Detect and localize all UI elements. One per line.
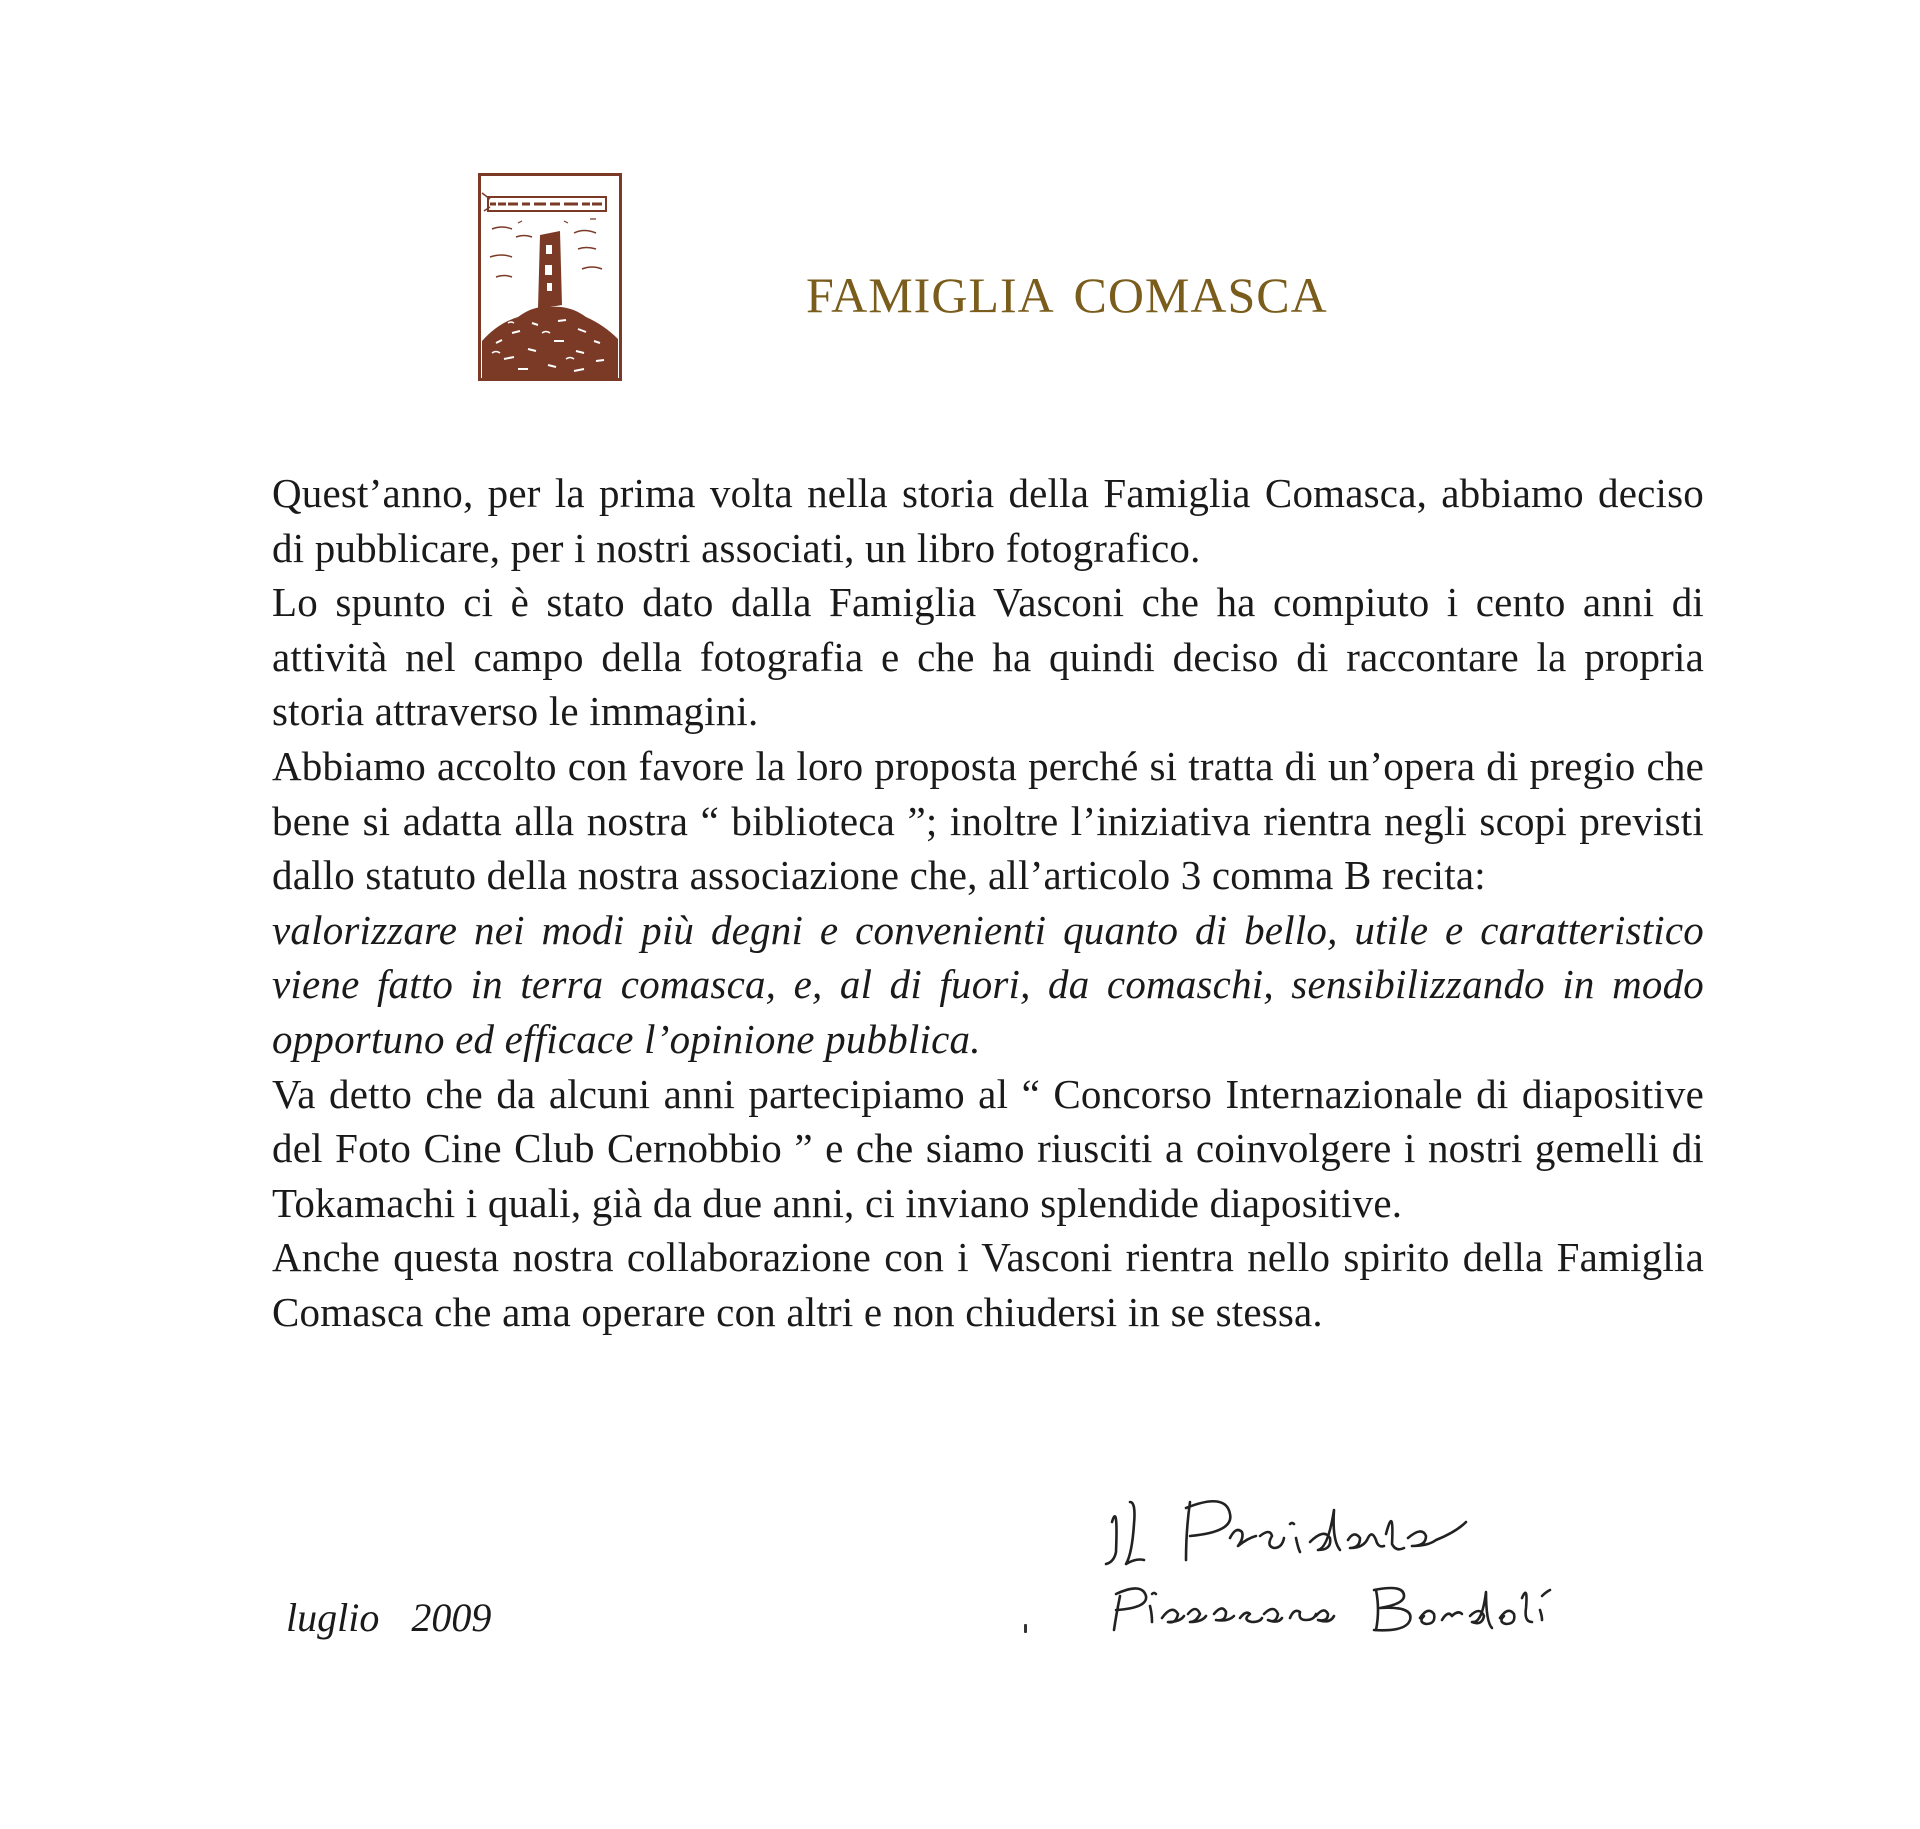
- paragraph-2: Lo spunto ci è stato dato dalla Famiglia Vasconi che ha compiuto i cento anni di attività nel campo della fotografia e che ha quindi deciso di raccontare la propria storia attraverso le immagini.: [272, 579, 1704, 735]
- statute-quote: valorizzare nei modi più degni e convenienti quanto di bello, utile e caratteristico viene fatto in terra comasca, e, al di fuori, da comaschi, sensibilizzando in modo opportuno ed efficace l’opinione pubblica.: [272, 906, 1704, 1062]
- paragraph-5: Anche questa nostra collaborazione con i Vasconi rientra nello spirito della Famiglia Comasca che ama operare con altri e non chiudersi in se stessa.: [272, 1234, 1704, 1335]
- date-year: 2009: [411, 1595, 492, 1640]
- paragraph-3: Abbiamo accolto con favore la loro proposta perché si tratta di un’opera di pregio che bene si adatta alla nostra “ biblioteca ”; inoltre l’iniziativa rientra negli scopi previsti dallo statuto della nostra associazione che, all’articolo 3 comma B recita:: [272, 742, 1704, 899]
- paragraph-1: Quest’anno, per la prima volta nella storia della Famiglia Comasca, abbiamo deciso di pubblicare, per i nostri associati, un libro fotografico.: [272, 470, 1704, 571]
- letter-body: [272, 466, 1704, 1340]
- date-month: luglio: [286, 1595, 380, 1640]
- letter-date: [286, 1594, 491, 1641]
- page-title: FAMIGLIA COMASCA: [806, 267, 1328, 323]
- paragraph-4: Va detto che da alcuni anni partecipiamo al “ Concorso Internazionale di diapositive del Foto Cine Club Cernobbio ” e che siamo riusciti a coinvolgere i nostri gemelli di Tokamachi i quali, già da due anni, ci inviano splendide diapositive.: [272, 1070, 1704, 1226]
- stray-mark: [1024, 1624, 1027, 1633]
- logo-tower-icon: [478, 173, 622, 381]
- famiglia-comasca-logo: [478, 173, 622, 381]
- handwritten-signature: [1090, 1478, 1650, 1638]
- signature-icon: [1090, 1478, 1650, 1638]
